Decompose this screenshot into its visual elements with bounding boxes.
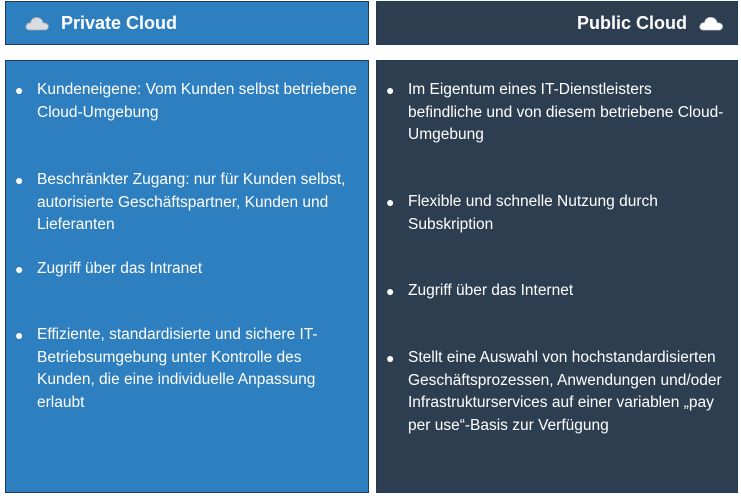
private-cloud-header: [5, 1, 369, 45]
private-cloud-list: [6, 61, 368, 492]
list-item: ● Zugriff über das Internet: [377, 280, 737, 303]
bullet-icon: ●: [15, 261, 24, 277]
list-item: ● Kundeneigene: Vom Kunden selbst betriebene Cloud-Umgebung: [15, 81, 357, 121]
bullet-icon: ●: [15, 172, 24, 188]
list-item: ● Im Eigentum eines IT-Dienstleisters befindliche und von diesem betriebene Cloud-Umgebung: [386, 81, 724, 143]
private-cloud-body: [5, 60, 369, 493]
cloud-icon: [23, 14, 51, 32]
public-cloud-body: [376, 60, 738, 493]
list-item: ● Zugriff über das Intranet: [6, 258, 368, 281]
private-cloud-title: Private Cloud: [61, 12, 178, 33]
bullet-icon: ●: [386, 194, 395, 210]
cloud-icon: [697, 14, 725, 32]
bullet-icon: ●: [386, 82, 395, 98]
list-item: ● Beschränkter Zugang: nur für Kunden selbst, autorisierte Geschäftspartner, Kunden und Lieferanten: [15, 171, 346, 233]
public-cloud-title: Public Cloud: [577, 12, 687, 33]
list-item: ● Stellt eine Auswahl von hochstandardisierten Geschäftsprozessen, Anwendungen und/oder Infrastrukturservices auf einer variablen „pay per use“-Basis zur Verfügung: [386, 349, 722, 434]
public-cloud-header: [376, 1, 738, 45]
public-cloud-list: [377, 61, 737, 492]
bullet-icon: ●: [386, 350, 395, 366]
list-item: ● Flexible und schnelle Nutzung durch Subskription: [386, 193, 658, 233]
list-item: ● Effiziente, standardisierte und sichere IT-Betriebsumgebung unter Kontrolle des Kunden, die eine individuelle Anpassung erlaubt: [15, 326, 318, 411]
bullet-icon: ●: [386, 283, 395, 299]
bullet-icon: ●: [15, 82, 24, 98]
bullet-icon: ●: [15, 327, 24, 343]
